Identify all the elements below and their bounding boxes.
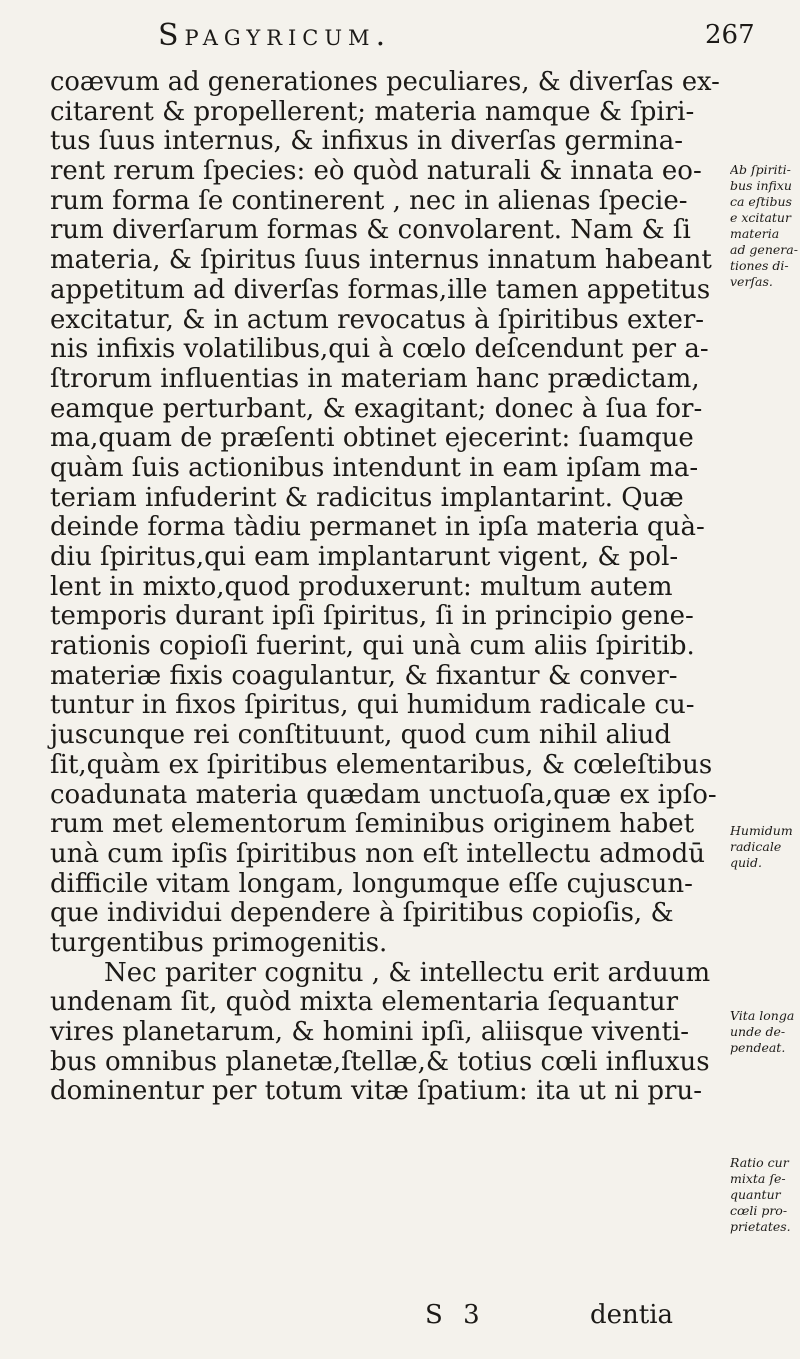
text-line: difficile vitam longam, longumque eſſe cujuscun- <box>50 868 693 899</box>
margin-note-line: ad genera- <box>730 242 798 257</box>
text-line: materia, & ſpiritus ſuus internus innatum habeant <box>50 245 712 276</box>
text-line: excitatur, & in actum revocatus à ſpiritibus exter- <box>50 304 705 335</box>
text-line: coævum ad generationes peculiares, & diverſas ex- <box>50 67 720 97</box>
signature-mark: S 3 <box>425 1300 486 1330</box>
text-line: rum met elementorum ſeminibus originem habet <box>50 809 695 840</box>
text-line: rum diverſarum formas & convolarent. Nam & ſi <box>50 215 691 246</box>
margin-note-line: Ab ſpiriti- <box>730 162 791 177</box>
catchword: dentia <box>590 1300 674 1330</box>
margin-note-line: bus infixu <box>730 178 792 193</box>
text-line: citarent & propellerent; materia namque & ſpiri- <box>50 96 695 127</box>
margin-note-line: unde de- <box>730 1024 786 1039</box>
text-line: rationis copioſi fuerint, qui unà cum aliis ſpiritib. <box>50 631 695 662</box>
text-line: ſit,quàm ex ſpiritibus elementaribus, & cœleſtibus <box>50 749 713 780</box>
margin-note-line: quantur <box>730 1187 781 1202</box>
page-footer <box>0 1300 800 1340</box>
text-line: ſtrorum influentias in materiam hanc prædictam, <box>50 363 700 394</box>
text-line: diu ſpiritus,qui eam implantarunt vigent, & pol- <box>50 542 679 572</box>
margin-note-line: tiones di- <box>730 258 789 273</box>
body-text <box>50 68 720 1107</box>
margin-note-line: prietates. <box>730 1219 791 1234</box>
text-line: rum forma ſe continerent , nec in alienas ſpecie- <box>50 185 688 216</box>
margin-note-line: ca eſtibus <box>730 194 792 209</box>
margin-note <box>730 162 800 290</box>
text-line: eamque perturbant, & exagitant; donec à ſua for- <box>50 393 703 424</box>
margin-note-line: Humidum <box>730 823 793 838</box>
text-line: deinde forma tàdiu permanet in ipſa materia quà- <box>50 512 705 543</box>
text-line: unà cum ipſis ſpiritibus non eſt intellectu admodū <box>50 838 705 869</box>
text-line: lent in mixto,quod produxerunt: multum autem <box>50 571 673 602</box>
margin-note-line: e xcitatur <box>730 210 791 225</box>
text-line: coadunata materia quædam unctuoſa,quæ ex ipſo- <box>50 779 717 810</box>
margin-note-line: materia <box>730 226 780 241</box>
margin-note-line: radicale <box>730 839 782 854</box>
text-line: turgentibus primogenitis. <box>50 927 388 958</box>
text-line: ma,quam de præſenti obtinet ejecerint: ſuamque <box>50 423 694 454</box>
margin-note <box>730 1155 800 1235</box>
text-line: materiæ fixis coagulantur, & fixantur & conver- <box>50 660 678 691</box>
text-line: rent rerum ſpecies: eò quòd naturali & innata eo- <box>50 156 702 187</box>
text-line: dominentur per totum vitæ ſpatium: ita ut ni pru- <box>50 1076 702 1107</box>
margin-note-line: Ratio cur <box>730 1155 789 1170</box>
margin-note-line: pendeat. <box>730 1040 786 1055</box>
margin-note <box>730 1008 800 1056</box>
page-number: 267 <box>705 20 755 50</box>
text-line: temporis durant ipſi ſpiritus, ſi in principio gene- <box>50 601 694 632</box>
text-line: bus omnibus planetæ,ſtellæ,& totius cœli influxus <box>50 1046 710 1077</box>
text-line: quàm ſuis actionibus intendunt in eam ipſam ma- <box>50 452 699 483</box>
margin-note-line: cœli pro- <box>730 1203 788 1218</box>
margin-note-line: quid. <box>730 855 763 870</box>
text-line: juscunque rei conſtituunt, quod cum nihil aliud <box>50 720 672 751</box>
margin-note-line: mixta ſe- <box>730 1171 786 1186</box>
text-line: Nec pariter cognitu , & intellectu erit arduum <box>104 957 711 988</box>
text-line: que individui dependere à ſpiritibus copioſis, & <box>50 898 674 929</box>
text-line: appetitum ad diverſas formas,ille tamen appetitus <box>50 274 711 305</box>
margin-note-line: Vita longa <box>730 1008 795 1023</box>
text-line: vires planetarum, & homini ipſi, aliisque viventi- <box>50 1017 690 1047</box>
text-line: undenam ſit, quòd mixta elementaria ſequantur <box>50 987 678 1018</box>
text-line: nis infixis volatilibus,qui à cœlo deſcendunt per a- <box>50 334 709 365</box>
margin-note <box>730 823 800 871</box>
text-line: tus ſuus internus, & infixus in diverſas germina- <box>50 126 684 157</box>
running-title: Spagyricum. <box>158 18 392 53</box>
text-line: teriam infuderint & radicitus implantarint. Quæ <box>50 482 684 513</box>
running-head <box>0 12 800 52</box>
margin-note-line: verſas. <box>730 274 773 289</box>
text-line: tuntur in fixos ſpiritus, qui humidum radicale cu- <box>50 690 695 721</box>
